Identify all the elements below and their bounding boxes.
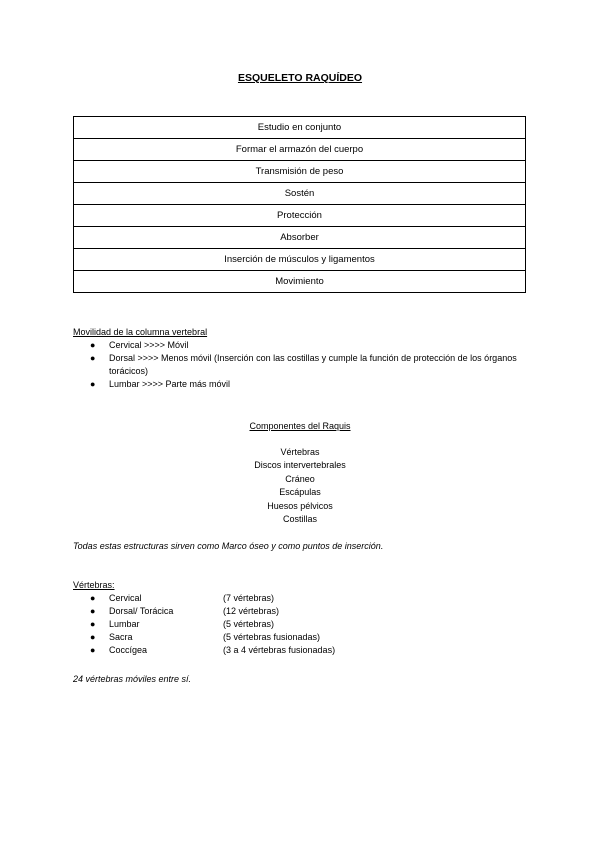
table-cell: Sostén	[74, 183, 526, 205]
component-item: Huesos pélvicos	[267, 500, 333, 511]
bullet-icon: ●	[90, 632, 96, 642]
bullet-icon: ●	[90, 353, 96, 363]
component-item: Costillas	[282, 514, 317, 524]
table-row	[74, 161, 526, 183]
page-title: ESQUELETO RAQUÍDEO	[237, 72, 363, 84]
vertebra-count: (3 a 4 vértebras fusionadas)	[223, 645, 336, 655]
vertebra-count: (5 vértebras fusionadas)	[223, 632, 321, 642]
list-item-text: Cervical >>>> Móvil	[109, 340, 189, 350]
components-section	[0, 420, 600, 527]
list-item	[73, 378, 528, 391]
table-row	[74, 227, 526, 249]
list-item	[73, 644, 528, 657]
vertebrae-heading: Vértebras:	[73, 580, 115, 590]
table-row	[74, 139, 526, 161]
bullet-icon: ●	[90, 619, 96, 629]
table-cell: Inserción de músculos y ligamentos	[74, 249, 526, 271]
list-item-text: Lumbar >>>> Parte más móvil	[109, 379, 231, 389]
table-row	[74, 271, 526, 293]
mobility-list	[73, 339, 528, 391]
functions-table	[73, 116, 526, 293]
vertebra-count: (12 vértebras)	[223, 606, 280, 616]
component-item: Cráneo	[285, 473, 315, 484]
bullet-icon: ●	[90, 593, 96, 603]
vertebra-name: Sacra	[109, 632, 133, 642]
list-item	[73, 352, 528, 378]
vertebra-count: (7 vértebras)	[223, 593, 275, 603]
list-item	[73, 618, 528, 631]
table-cell: Formar el armazón del cuerpo	[74, 139, 526, 161]
table-cell: Absorber	[74, 227, 526, 249]
table-cell: Estudio en conjunto	[74, 117, 526, 139]
vertebra-name: Dorsal/ Torácica	[109, 606, 174, 616]
vertebra-count: (5 vértebras)	[223, 619, 275, 629]
list-item-text: Dorsal >>>> Menos móvil (Inserción con las costillas y cumple la función de protección de los órganos torácicos)	[109, 353, 517, 376]
list-item	[73, 592, 528, 605]
component-item: Escápulas	[279, 487, 321, 497]
table-row	[74, 249, 526, 271]
bullet-icon: ●	[90, 340, 96, 350]
bullet-icon: ●	[90, 606, 96, 616]
list-item	[73, 339, 528, 352]
bullet-icon: ●	[90, 379, 96, 389]
list-item	[73, 605, 528, 618]
component-item: Discos intervertebrales	[254, 460, 346, 470]
bullet-icon: ●	[90, 645, 96, 655]
vertebra-name: Cervical	[109, 593, 142, 603]
mobility-heading: Movilidad de la columna vertebral	[73, 327, 208, 337]
mobility-section	[73, 326, 528, 391]
components-heading: Componentes del Raquis	[249, 421, 351, 431]
vertebrae-list	[73, 592, 528, 657]
vertebrae-section	[73, 579, 528, 657]
component-item: Vértebras	[280, 446, 320, 457]
table-cell: Protección	[74, 205, 526, 227]
vertebrae-footer: 24 vértebras móviles entre sí.	[73, 674, 192, 684]
table-cell: Transmisión de peso	[74, 161, 526, 183]
list-item	[73, 631, 528, 644]
vertebra-name: Coccígea	[109, 645, 148, 655]
vertebra-name: Lumbar	[109, 619, 140, 629]
table-row	[74, 205, 526, 227]
table-row	[74, 117, 526, 139]
structures-note: Todas estas estructuras sirven como Marco óseo y como puntos de inserción.	[73, 541, 384, 551]
table-cell: Movimiento	[74, 271, 526, 293]
table-row	[74, 183, 526, 205]
